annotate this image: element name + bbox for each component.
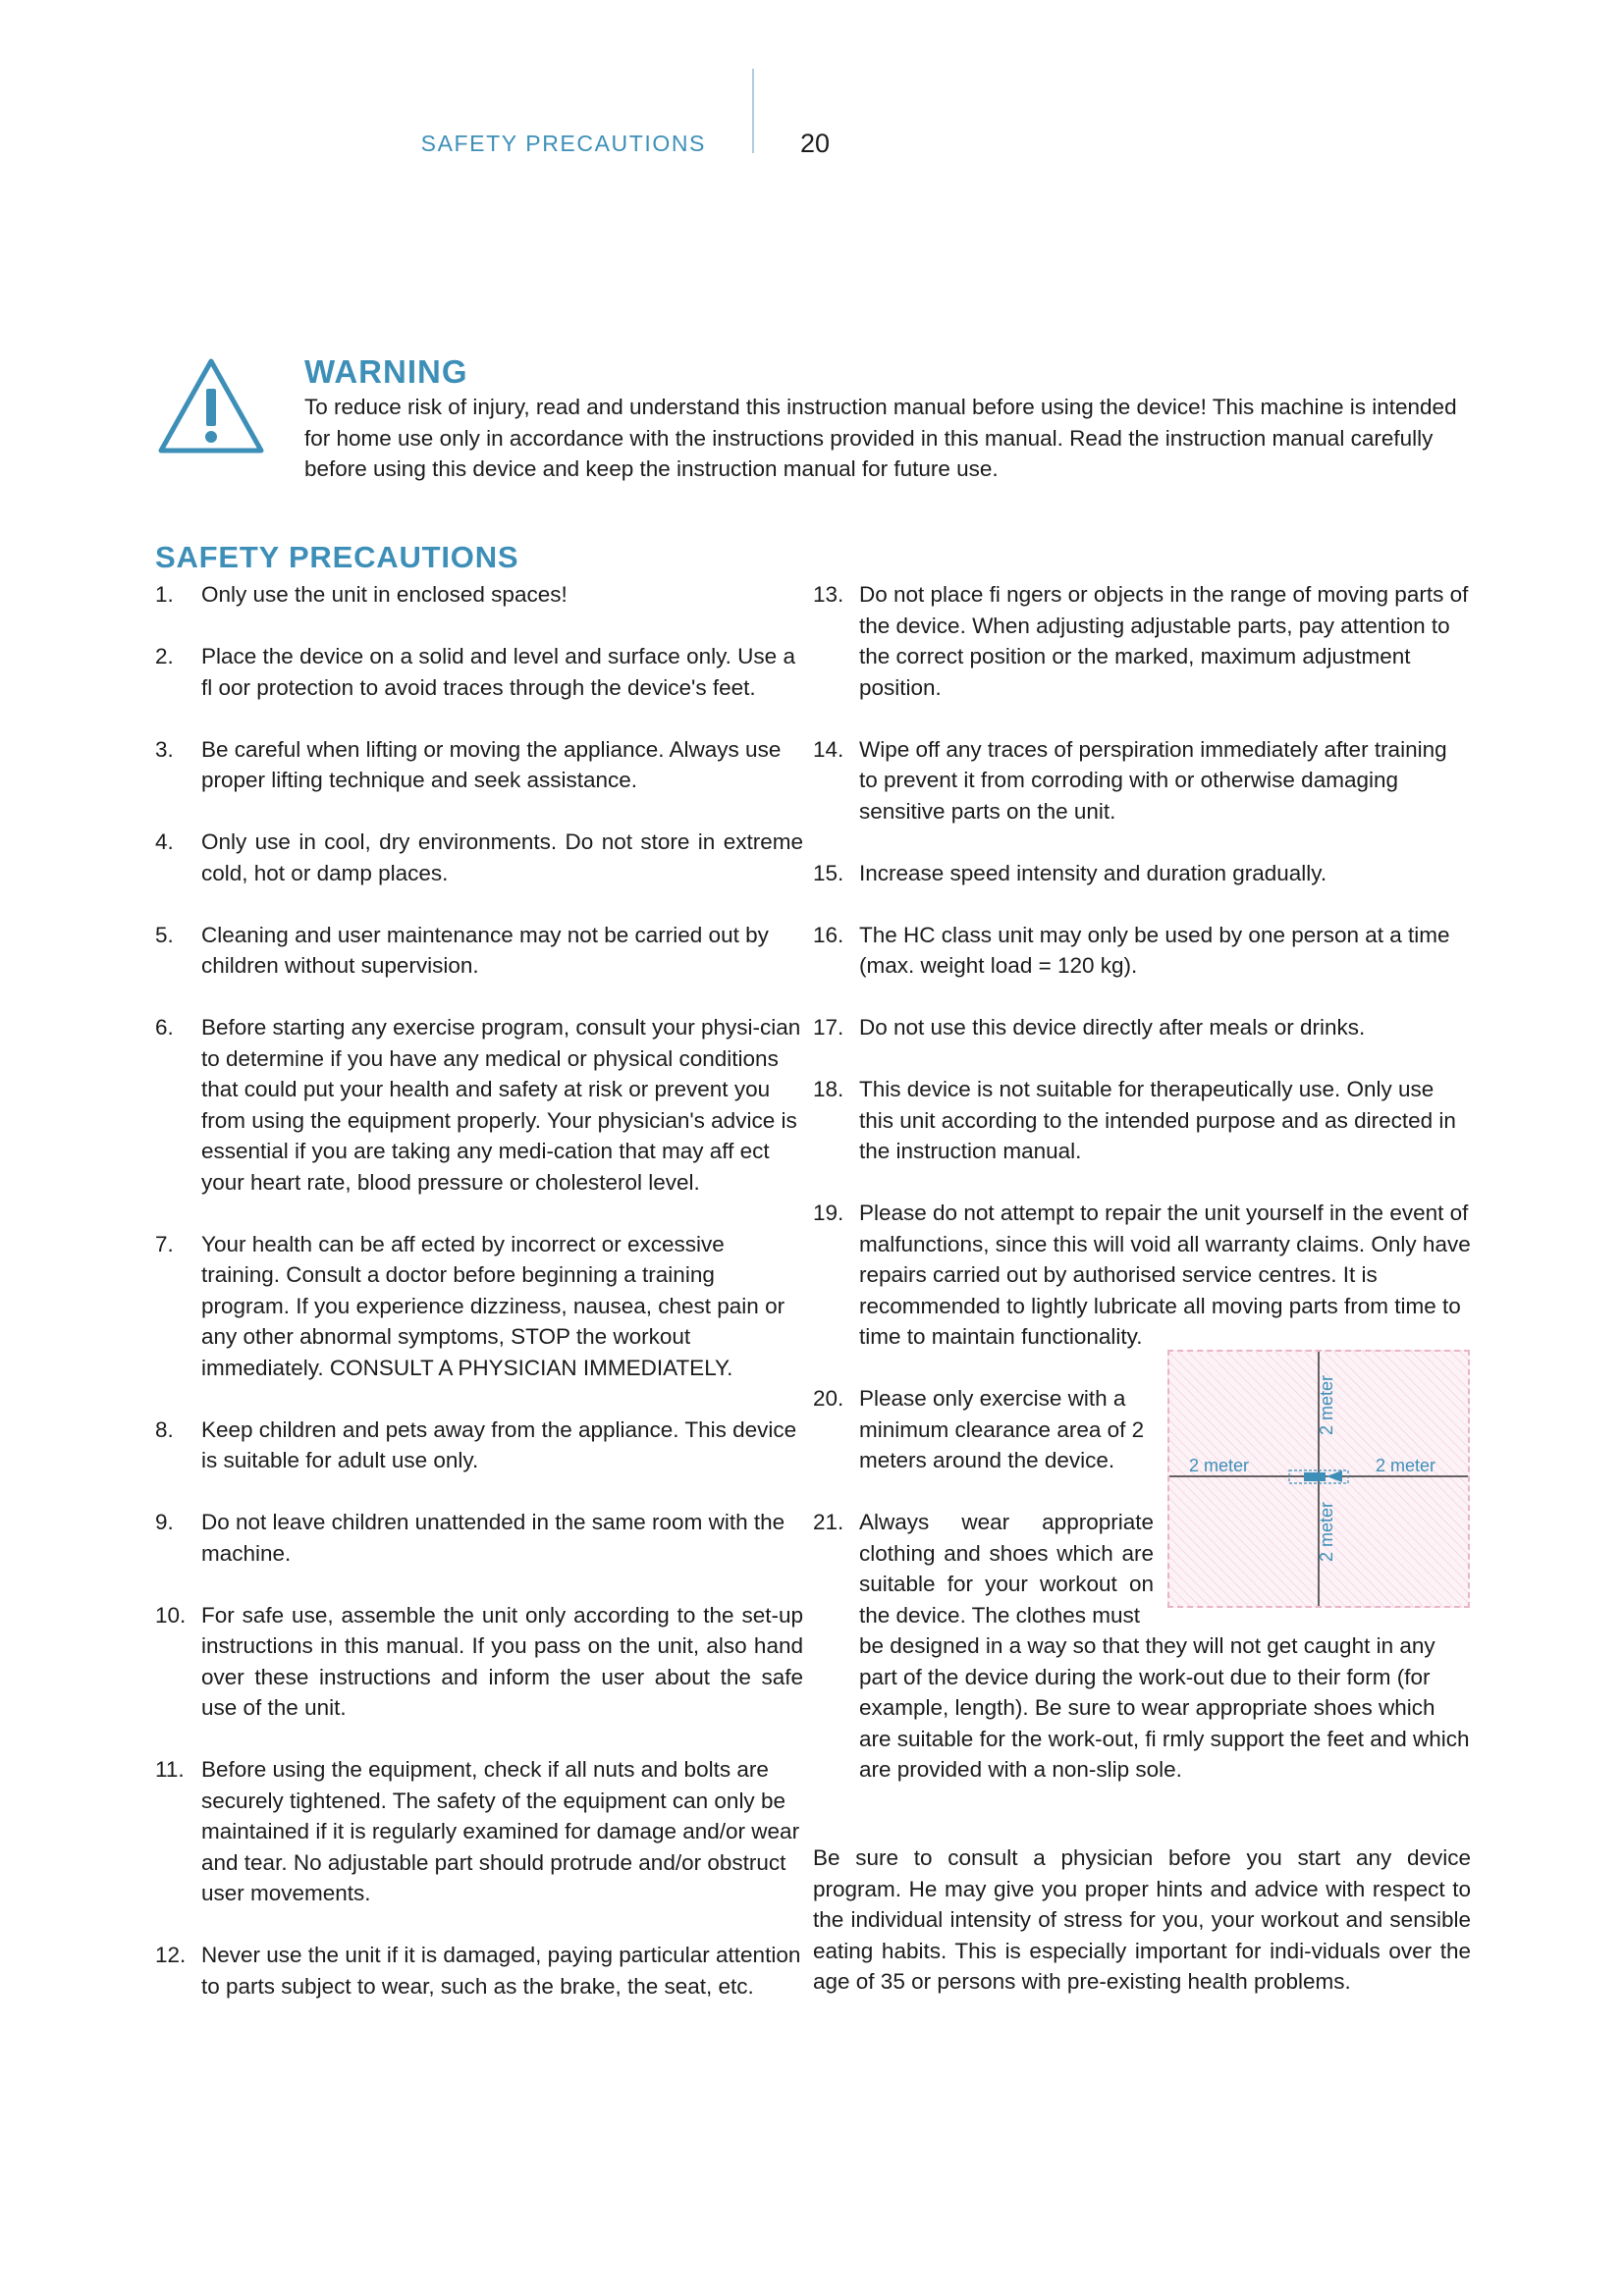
- list-item: [155, 920, 803, 982]
- page-number: 20: [800, 129, 831, 158]
- item-text: Before starting any exercise program, consult your physi-cian to determine if you have any medical or physical conditions that could put your health and safety at risk or prevent you from using the equipment properly. Your physician's advice is essential if you are taking any medi-cation that may aff ect your heart rate, blood pressure or cholesterol level.: [201, 1015, 801, 1195]
- item-text: Only use the unit in enclosed spaces!: [201, 582, 568, 607]
- list-item: [155, 827, 803, 888]
- item-text: For safe use, assemble the unit only according to the set-up instructions in this manual. If you pass on the unit, also hand over these instructions and inform the user about the safe use of the unit.: [201, 1602, 803, 1720]
- running-header-title: SAFETY PRECAUTIONS: [420, 131, 706, 156]
- list-item: [155, 1507, 803, 1569]
- left-column: [155, 579, 803, 2033]
- item-number: 10.: [155, 1602, 187, 1628]
- item-number: 2.: [155, 644, 174, 668]
- item-text: Place the device on a solid and level and surface only. Use a fl oor protection to avoid traces through the device's feet.: [201, 644, 795, 700]
- item-text: The HC class unit may only be used by one person at a time (max. weight load = 120 kg).: [859, 922, 1450, 978]
- item-text: Never use the unit if it is damaged, paying particular attention to parts subject to wear, such as the brake, the seat, etc.: [201, 1943, 801, 1999]
- right-column: [813, 579, 1471, 1816]
- item-text: Keep children and pets away from the appliance. This device is suitable for adult use only.: [201, 1416, 797, 1472]
- list-item: [155, 1600, 803, 1724]
- item-number: 11.: [155, 1757, 185, 1782]
- list-item: [155, 1754, 803, 1909]
- clearance-area-diagram: [1167, 1350, 1470, 1608]
- list-item: [813, 858, 1471, 889]
- item-number: 16.: [813, 922, 844, 947]
- item-number: 17.: [813, 1015, 844, 1040]
- item-number: 15.: [813, 860, 844, 885]
- list-item: [813, 1012, 1471, 1043]
- item-text: Increase speed intensity and duration gradually.: [859, 860, 1327, 885]
- item-number: 4.: [155, 829, 174, 854]
- item-number: 18.: [813, 1077, 844, 1101]
- list-item: [813, 579, 1471, 703]
- list-item: [155, 1229, 803, 1384]
- warning-triangle-icon: [155, 355, 267, 457]
- clearance-label-right: 2 meter: [1376, 1456, 1436, 1475]
- list-item: [813, 1198, 1471, 1353]
- section-title: SAFETY PRECAUTIONS: [155, 540, 519, 574]
- item-number: 9.: [155, 1510, 174, 1534]
- item-number: 5.: [155, 922, 174, 947]
- item-number: 8.: [155, 1416, 174, 1442]
- warning-title: WARNING: [304, 353, 468, 390]
- header-divider: [752, 69, 754, 153]
- item-number: 20.: [813, 1386, 844, 1411]
- item-text: Do not leave children unattended in the same room with the machine.: [201, 1510, 785, 1566]
- clearance-label-top: 2 meter: [1317, 1374, 1337, 1436]
- item-number: 3.: [155, 736, 174, 762]
- list-item: [813, 920, 1471, 982]
- item-text: Your health can be aff ected by incorrect or excessive training. Consult a doctor before beginning a training program. If you experience dizziness, nausea, chest pain or any other abnormal symptoms, STOP the workout immediately. CONSULT A PHYSICIAN IMMEDIATELY.: [201, 1231, 785, 1380]
- list-item: [155, 1940, 803, 2002]
- item-text: Cleaning and user maintenance may not be carried out by children without supervision.: [201, 922, 769, 978]
- item-text-part-a: Always wear appropriate clothing and shoes which are suitable for your workout on the device. The clothes must: [859, 1510, 1154, 1628]
- item-text: Do not place fi ngers or objects in the range of moving parts of the device. When adjusting adjustable parts, pay attention to the correct position or the marked, maximum adjustment position.: [859, 582, 1469, 700]
- item-text: Only use in cool, dry environments. Do not store in extreme cold, hot or damp places.: [201, 829, 803, 885]
- item-number: 1.: [155, 582, 174, 607]
- item-number: 6.: [155, 1015, 174, 1040]
- item-number: 12.: [155, 1943, 187, 1967]
- item-text: Please only exercise with a minimum clearance area of 2 meters around the device.: [859, 1386, 1145, 1472]
- item-number: 19.: [813, 1201, 844, 1225]
- item-number: 21.: [813, 1510, 844, 1534]
- clearance-label-bottom: 2 meter: [1317, 1501, 1337, 1563]
- list-item: [155, 734, 803, 796]
- item-number: 13.: [813, 582, 844, 607]
- item-text: This device is not suitable for therapeutically use. Only use this unit according to the intended purpose and as directed in the instruction manual.: [859, 1077, 1456, 1163]
- list-item: [155, 1012, 803, 1198]
- list-item: [813, 734, 1471, 828]
- item-text-part-b: be designed in a way so that they will not get caught in any part of the device during the work-out due to their form (for example, length). Be sure to wear appropriate shoes which are suitable for the work-out, fi rmly support the feet and which are provided with a non-slip sole.: [859, 1633, 1470, 1782]
- list-item: [155, 579, 803, 611]
- list-item: [155, 641, 803, 703]
- list-item: [813, 1074, 1471, 1167]
- item-text: Wipe off any traces of perspiration immediately after training to prevent it from corroding with or otherwise damaging sensitive parts on the unit.: [859, 736, 1447, 824]
- item-text: Be careful when lifting or moving the appliance. Always use proper lifting technique and seek assistance.: [201, 736, 782, 792]
- item-text: Please do not attempt to repair the unit yourself in the event of malfunctions, since this will void all warranty claims. Only have repairs carried out by authorised service centres. It is recommended to lightly lubricate all moving parts from time to time to maintain functionality.: [859, 1201, 1471, 1349]
- closing-paragraph: Be sure to consult a physician before you start any device program. He may give you proper hints and advice with respect to the individual intensity of stress for you, your workout and sensible eating habits. This is especially important for indi-viduals over the age of 35 or persons with pre-existing health problems.: [813, 1845, 1471, 1994]
- warning-text: To reduce risk of injury, read and understand this instruction manual before using the device! This machine is intended for home use only in accordance with the instructions provided in this manual. Read the instruction manual carefully before using this device and keep the instruction manual for future use.: [304, 395, 1457, 481]
- clearance-label-left: 2 meter: [1189, 1456, 1250, 1475]
- item-text: Do not use this device directly after meals or drinks.: [859, 1015, 1366, 1040]
- item-number: 14.: [813, 736, 844, 762]
- list-item: [155, 1415, 803, 1476]
- item-number: 7.: [155, 1231, 174, 1256]
- item-text: Before using the equipment, check if all nuts and bolts are securely tightened. The safety of the equipment can only be maintained if it is regularly examined for damage and/or wear and tear. No adjustable part should protrude and/or obstruct user movements.: [201, 1757, 800, 1905]
